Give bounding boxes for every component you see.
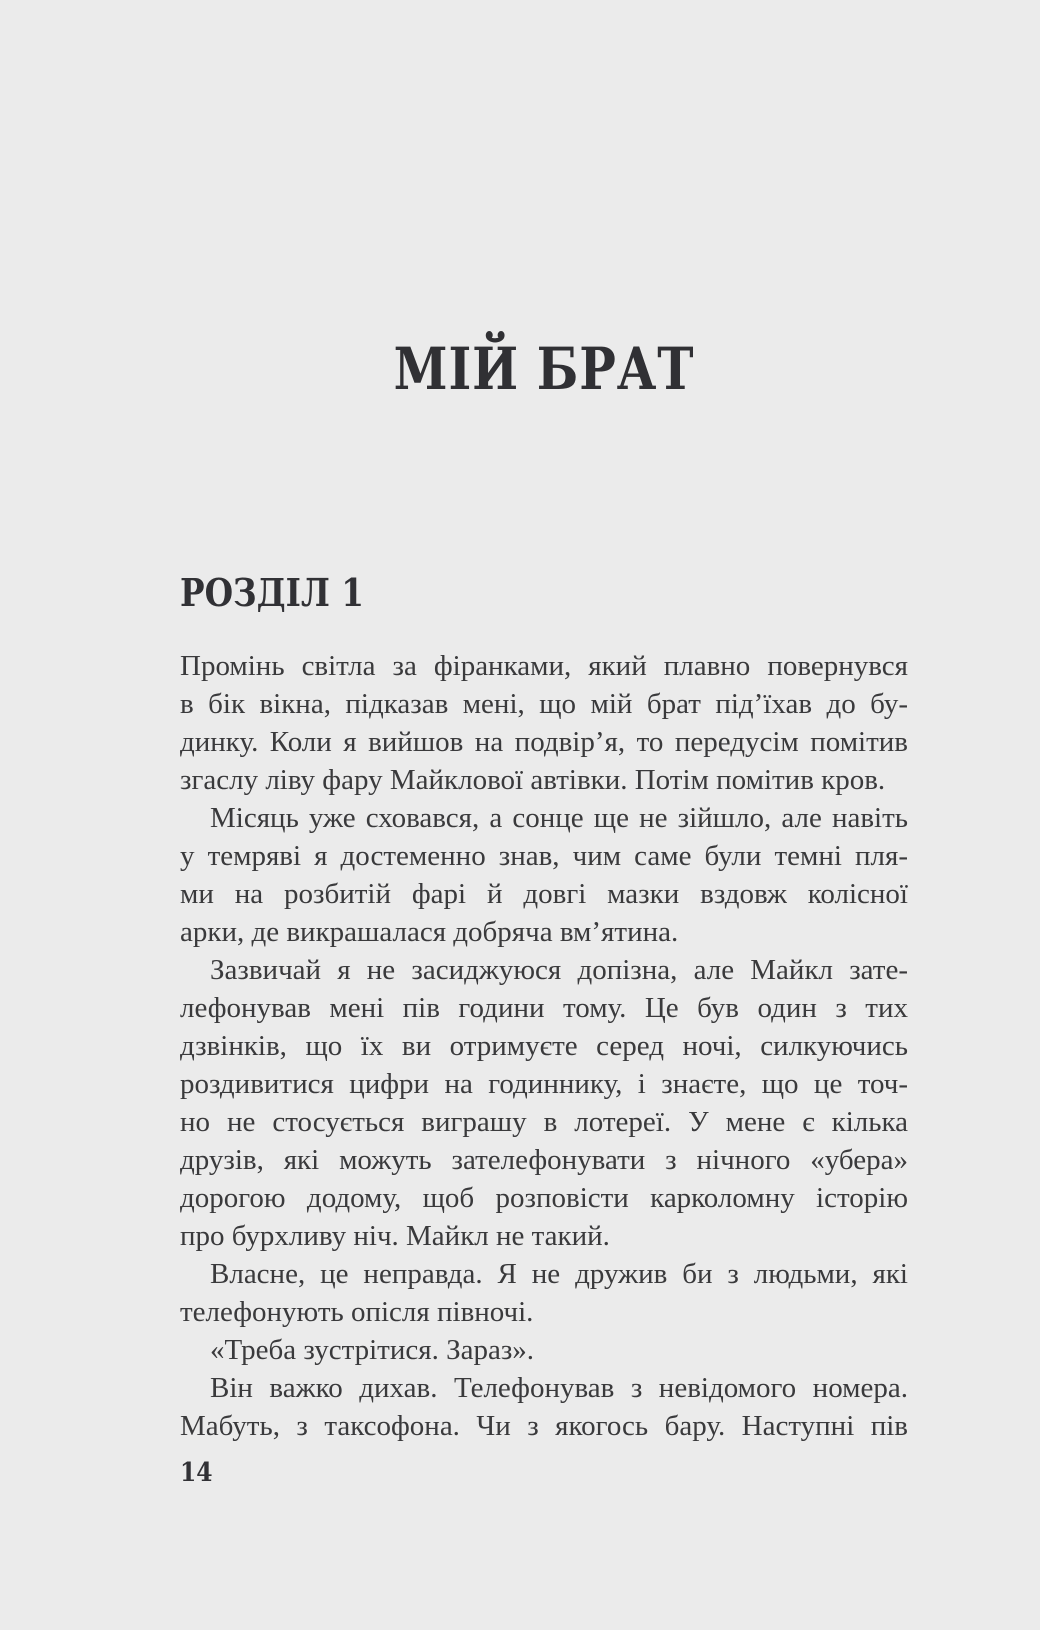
paragraph — [180, 1331, 908, 1369]
text-line: но не стосується виграшу в лотереї. У мене є кілька — [180, 1106, 908, 1138]
text-line: про бурхливу ніч. Майкл не такий. — [180, 1220, 610, 1252]
paragraph — [180, 951, 908, 1255]
paragraph — [180, 1255, 908, 1331]
paragraph — [180, 799, 908, 951]
chapter-heading: РОЗДІЛ 1 — [180, 570, 364, 615]
text-line: дорогою додому, щоб розповісти карколомну історію — [180, 1182, 908, 1214]
text-line: Мабуть, з таксофона. Чи з якогось бару. Наступні пів — [180, 1410, 908, 1442]
text-line: Місяць уже сховався, а сонце ще не зійшло, але навіть — [210, 802, 908, 834]
text-line: ми на розбитій фарі й довгі мазки вздовж колісної — [180, 878, 908, 910]
text-line: Власне, це неправда. Я не дружив би з людьми, які — [210, 1258, 908, 1290]
text-line: телефонують опісля півночі. — [180, 1296, 534, 1328]
text-line: роздивитися цифри на годиннику, і знаєте, що це точ- — [180, 1068, 908, 1100]
text-line: згаслу ліву фару Майклової автівки. Потім помітив кров. — [180, 764, 886, 796]
text-line: «Треба зустрітися. Зараз». — [210, 1334, 535, 1366]
text-line: дзвінків, що їх ви отримуєте серед ночі, силкуючись — [180, 1030, 908, 1062]
book-title: МІЙ БРАТ — [393, 335, 695, 403]
text-line: арки, де викрашалася добряча вм’ятина. — [180, 916, 679, 948]
text-line: динку. Коли я вийшов на подвір’я, то передусім помітив — [180, 726, 908, 758]
text-line: в бік вікна, підказав мені, що мій брат під’їхав до бу- — [180, 688, 908, 720]
text-line: Зазвичай я не засиджуюся допізна, але Майкл зате- — [210, 954, 908, 986]
text-line: Він важко дихав. Телефонував з невідомого номера. — [210, 1372, 908, 1404]
text-line: друзів, які можуть зателефонувати з нічного «убера» — [180, 1144, 908, 1176]
text-line: у темряві я достеменно знав, чим саме були темні пля- — [180, 840, 908, 872]
page-number: 14 — [180, 1458, 213, 1488]
body-text — [180, 647, 908, 1445]
paragraph — [180, 1369, 908, 1445]
text-line: Промінь світла за фіранками, який плавно повернувся — [180, 650, 908, 682]
paragraph — [180, 647, 908, 799]
text-line: лефонував мені пів години тому. Це був один з тих — [180, 992, 908, 1024]
